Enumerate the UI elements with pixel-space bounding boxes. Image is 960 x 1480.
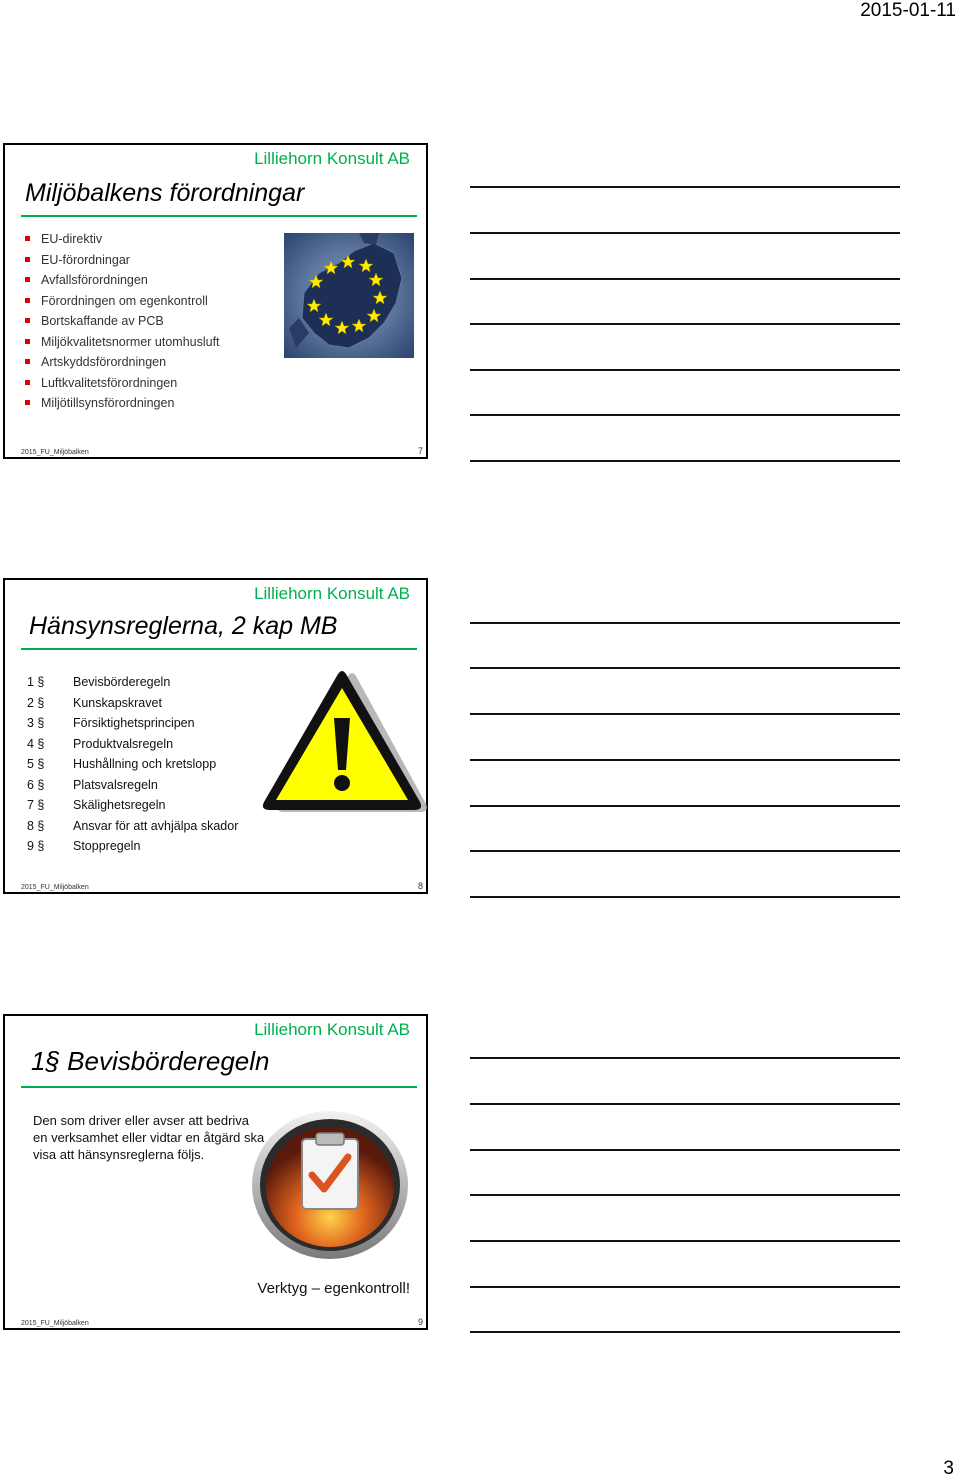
- note-line: [470, 1149, 900, 1151]
- bullet-icon: [25, 277, 30, 282]
- company-name: Lilliehorn Konsult AB: [254, 1020, 410, 1039]
- list-item: Avfallsförordningen: [25, 270, 220, 291]
- list-item: Luftkvalitetsförordningen: [25, 373, 220, 394]
- list-item: 8 § Ansvar för att avhjälpa skador: [27, 818, 239, 833]
- list-item: 4 § Produktvalsregeln: [27, 736, 174, 751]
- list-item: 5 § Hushållning och kretslopp: [27, 757, 217, 771]
- company-name: Lilliehorn Konsult AB: [254, 149, 410, 168]
- bullet-icon: [25, 318, 30, 323]
- list-item: Förordningen om egenkontroll: [25, 291, 220, 312]
- slide-9: [3, 1014, 428, 1330]
- slide-number: 7: [417, 446, 423, 456]
- slide-title: Miljöbalkens förordningar: [25, 179, 305, 207]
- list-item: 9 § Stoppregeln: [27, 839, 141, 853]
- note-line: [470, 1057, 900, 1059]
- page-number: 3: [943, 1458, 954, 1479]
- slide-number: 8: [417, 881, 423, 891]
- note-line: [470, 278, 900, 280]
- regulation-list: [25, 229, 220, 414]
- bullet-icon: [25, 400, 30, 405]
- eu-map-icon: [284, 233, 414, 358]
- note-line: [470, 896, 900, 898]
- rule-description: Den som driver eller avser att bedriva en verksamhet eller vidtar en åtgärd ska visa att hänsynsreglerna följs.: [33, 1113, 265, 1162]
- slide-title: Hänsynsreglerna, 2 kap MB: [29, 612, 338, 640]
- clipboard-check-icon: [250, 1109, 410, 1261]
- title-divider: [21, 648, 417, 650]
- note-line: [470, 850, 900, 852]
- warning-icon: [252, 670, 430, 820]
- note-line: [470, 186, 900, 188]
- bullet-icon: [25, 339, 30, 344]
- note-line: [470, 759, 900, 761]
- note-line: [470, 1103, 900, 1105]
- page-date: 2015-01-11: [860, 0, 956, 21]
- slide-footer: 2015_FU_Miljöbalken: [21, 1320, 89, 1327]
- note-line: [470, 667, 900, 669]
- list-item: EU-förordningar: [25, 250, 220, 271]
- list-item: Miljötillsynsförordningen: [25, 393, 220, 414]
- note-line: [470, 1240, 900, 1242]
- note-line: [470, 232, 900, 234]
- list-item: Miljökvalitetsnormer utomhusluft: [25, 332, 220, 353]
- bullet-icon: [25, 380, 30, 385]
- list-item: EU-direktiv: [25, 229, 220, 250]
- note-line: [470, 622, 900, 624]
- title-divider: [21, 1086, 417, 1088]
- list-item: 1 § Bevisbörderegeln: [27, 675, 171, 689]
- list-item: Artskyddsförordningen: [25, 352, 220, 373]
- list-item: 2 § Kunskapskravet: [27, 695, 162, 710]
- list-item: 7 § Skälighetsregeln: [27, 798, 166, 812]
- note-line: [470, 323, 900, 325]
- bullet-icon: [25, 236, 30, 241]
- note-line: [470, 414, 900, 416]
- note-line: [470, 460, 900, 462]
- note-line: [470, 369, 900, 371]
- slide-8: [3, 578, 428, 894]
- bullet-icon: [25, 257, 30, 262]
- note-line: [470, 805, 900, 807]
- company-name: Lilliehorn Konsult AB: [254, 584, 410, 603]
- slide-title: 1§ Bevisbörderegeln: [31, 1046, 270, 1076]
- slide-7: [3, 143, 428, 459]
- tool-caption: Verktyg – egenkontroll!: [257, 1280, 410, 1297]
- title-divider: [21, 215, 417, 217]
- list-item: 6 § Platsvalsregeln: [27, 777, 158, 792]
- note-line: [470, 1331, 900, 1333]
- slide-footer: 2015_FU_Miljöbalken: [21, 449, 89, 456]
- note-line: [470, 1286, 900, 1288]
- slide-footer: 2015_FU_Miljöbalken: [21, 884, 89, 891]
- slide-number: 9: [417, 1317, 423, 1327]
- bullet-icon: [25, 359, 30, 364]
- bullet-icon: [25, 298, 30, 303]
- list-item: 3 § Försiktighetsprincipen: [27, 716, 195, 730]
- consideration-rules-list: [27, 672, 238, 857]
- note-line: [470, 713, 900, 715]
- note-line: [470, 1194, 900, 1196]
- list-item: Bortskaffande av PCB: [25, 311, 220, 332]
